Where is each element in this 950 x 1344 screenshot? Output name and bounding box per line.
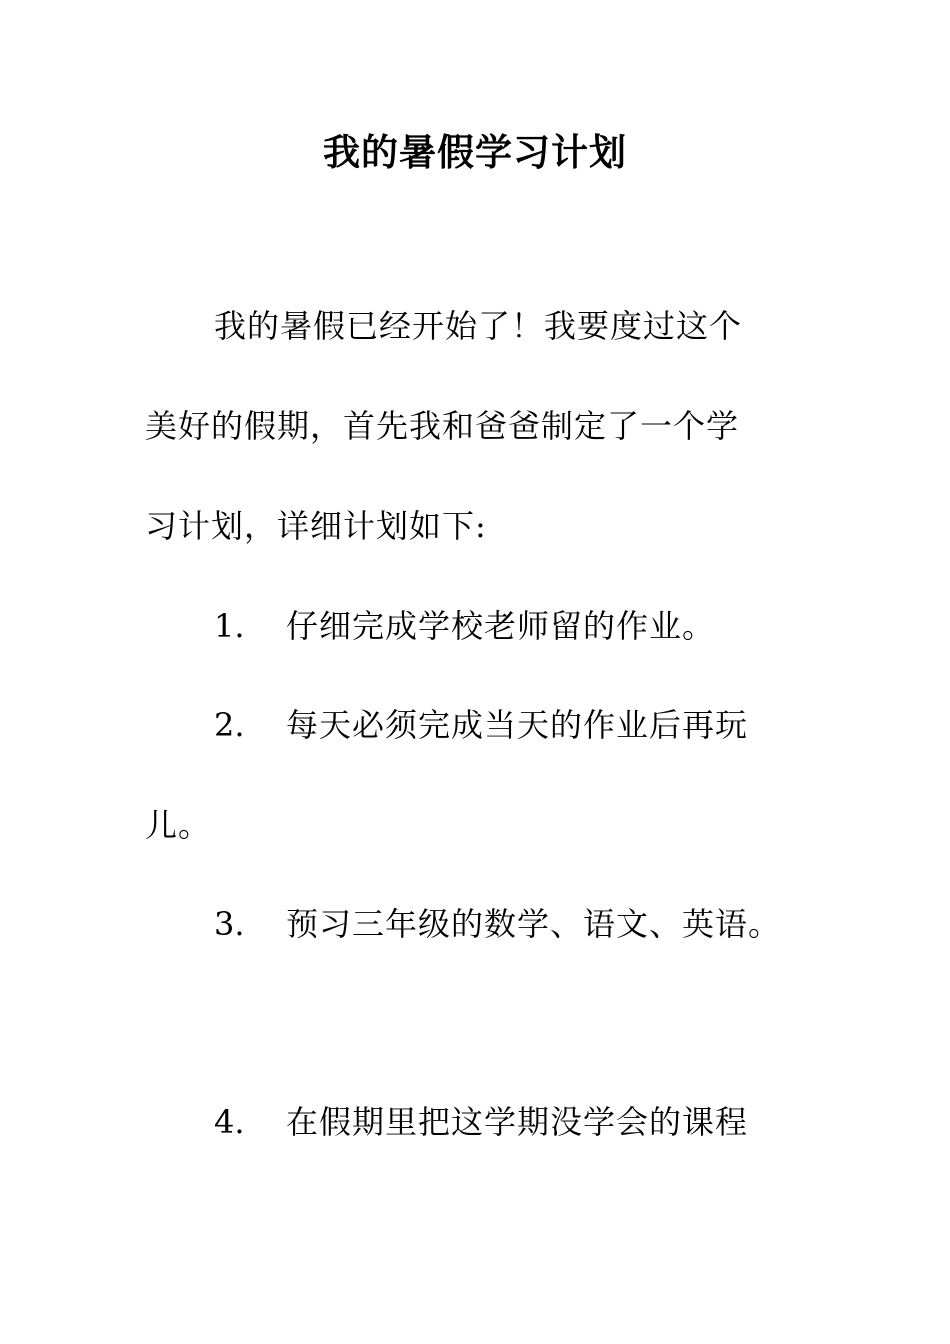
item-3-number: 3. — [214, 905, 245, 943]
item-1-text: 仔细完成学校老师留的作业。 — [286, 607, 716, 645]
intro-line-3: 习计划，详细计划如下: — [145, 507, 487, 545]
item-4-number: 4. — [214, 1103, 245, 1141]
document-title: 我的暑假学习计划 — [323, 131, 627, 174]
item-1-number: 1. — [214, 607, 245, 645]
item-2-text-continued: 儿。 — [145, 806, 212, 844]
intro-line-1: 我的暑假已经开始了！我要度过这个 — [214, 307, 743, 345]
intro-line-2: 美好的假期，首先我和爸爸制定了一个学 — [145, 407, 740, 445]
item-2-number: 2. — [214, 706, 245, 744]
item-3-text: 预习三年级的数学、语文、英语。 — [286, 905, 782, 943]
item-2-text: 每天必须完成当天的作业后再玩 — [286, 706, 749, 744]
item-4-text: 在假期里把这学期没学会的课程 — [286, 1103, 749, 1141]
